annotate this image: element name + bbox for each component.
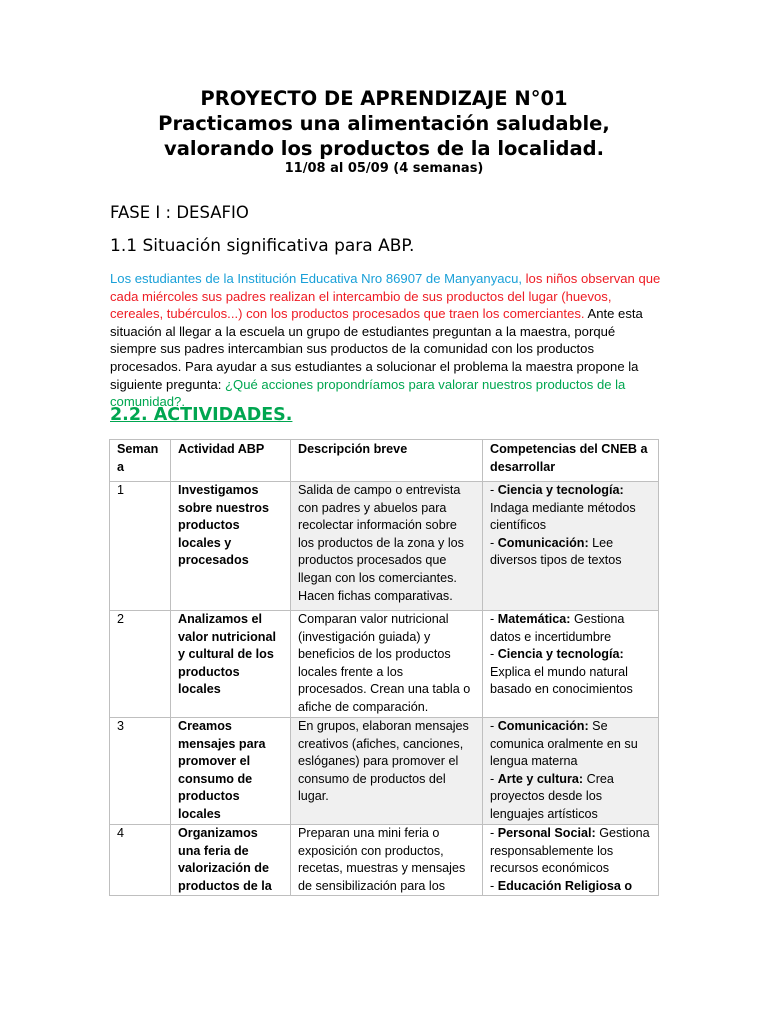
header-activity: Actividad ABP bbox=[171, 440, 291, 482]
header-description: Descripción breve bbox=[291, 440, 483, 482]
competency-text: Explica el mundo natural basado en conocimientos bbox=[490, 664, 633, 697]
competency-text: Indaga mediante métodos científicos bbox=[490, 500, 636, 533]
competency-item: - Educación Religiosa o bbox=[490, 878, 633, 893]
paragraph-question: ¿Qué acciones propondríamos para valorar nuestros productos de la comunidad?. bbox=[110, 376, 626, 410]
competency-item: - Comunicación: Se comunica oralmente en su lengua materna bbox=[490, 719, 638, 769]
competency-area: Personal Social: bbox=[497, 826, 596, 840]
description-cell: En grupos, elaboran mensajes creativos (afiches, canciones, eslóganes) para promover el consumo de productos del lugar. bbox=[291, 718, 483, 825]
competency-text: Gestiona datos e incertidumbre bbox=[490, 612, 625, 644]
competencies-cell bbox=[483, 718, 659, 825]
competency-area: Comunicación: bbox=[497, 535, 589, 550]
activity-cell: Organizamos una feria de valorización de productos de la bbox=[171, 825, 291, 896]
project-dates: 11/08 al 05/09 (4 semanas) bbox=[284, 161, 484, 176]
competency-item: - Ciencia y tecnología: Explica el mundo natural basado en conocimientos bbox=[490, 647, 633, 697]
description-cell: Comparan valor nutricional (investigación guiada) y beneficios de los productos locales frente a los procesados. Crean una tabla o afiche de comparación. bbox=[291, 611, 483, 718]
table-row bbox=[110, 611, 659, 718]
competencies-cell bbox=[483, 482, 659, 611]
activity-cell: Creamos mensajes para promover el consumo de productos locales bbox=[171, 718, 291, 825]
competency-item: - Comunicación: Lee diversos tipos de textos bbox=[490, 535, 622, 568]
situation-paragraph bbox=[110, 270, 662, 411]
header-week: Semana bbox=[110, 440, 171, 482]
week-cell: 2 bbox=[110, 611, 171, 718]
title-block bbox=[0, 86, 768, 177]
competency-area: Ciencia y tecnología: bbox=[497, 647, 624, 662]
competency-area: Arte y cultura: bbox=[497, 771, 584, 786]
week-cell: 4 bbox=[110, 825, 171, 896]
project-title: PROYECTO DE APRENDIZAJE N°01 bbox=[200, 87, 568, 110]
project-subtitle-line2: valorando los productos de la localidad. bbox=[164, 137, 604, 160]
table-row bbox=[110, 718, 659, 825]
competency-item: - Personal Social: Gestiona responsablemente los recursos económicos bbox=[490, 826, 650, 876]
competency-area: Educación Religiosa o bbox=[497, 878, 633, 893]
competencies-cell bbox=[483, 611, 659, 718]
week-cell: 3 bbox=[110, 718, 171, 825]
header-competencies: Competencias del CNEB a desarrollar bbox=[483, 440, 659, 482]
paragraph-blue-text: Los estudiantes de la Institución Educativa Nro 86907 de Manyanyacu, bbox=[110, 271, 522, 286]
competency-area: Comunicación: bbox=[497, 719, 589, 733]
table-header-row bbox=[110, 440, 659, 482]
project-subtitle-line1: Practicamos una alimentación saludable, bbox=[158, 112, 610, 135]
activities-table bbox=[109, 439, 659, 896]
description-cell: Salida de campo o entrevista con padres y abuelos para recolectar información sobre los productos de la zona y los productos procesados que llegan con los comerciantes. Hacen fichas comparativas. bbox=[291, 482, 483, 611]
phase-heading: FASE I : DESAFIO bbox=[110, 203, 249, 222]
competency-text: Se comunica oralmente en su lengua materna bbox=[490, 719, 638, 769]
table-row bbox=[110, 825, 659, 896]
activities-heading: 2.2. ACTIVIDADES. bbox=[110, 405, 293, 425]
description-cell: Preparan una mini feria o exposición con productos, recetas, muestras y mensajes de sensibilización para los bbox=[291, 825, 483, 896]
table-row bbox=[110, 482, 659, 611]
competencies-cell bbox=[483, 825, 659, 896]
competency-text: Lee diversos tipos de textos bbox=[490, 535, 622, 568]
competency-area: Ciencia y tecnología: bbox=[497, 483, 624, 497]
competency-text: Crea proyectos desde los lenguajes artísticos bbox=[490, 771, 614, 821]
activity-cell: Investigamos sobre nuestros productos locales y procesados bbox=[171, 482, 291, 611]
competency-item: - Ciencia y tecnología: Indaga mediante métodos científicos bbox=[490, 483, 636, 533]
paragraph-red-text: los niños observan que cada miércoles sus padres realizan el intercambio de sus productos del lugar (huevos, cereales, tubérculos...) con los productos procesados que traen los comerciantes. bbox=[110, 271, 661, 322]
activity-cell: Analizamos el valor nutricional y cultural de los productos locales bbox=[171, 611, 291, 718]
situation-heading: 1.1 Situación significativa para ABP. bbox=[110, 236, 415, 256]
competency-area: Matemática: bbox=[497, 612, 571, 626]
competency-item: - Arte y cultura: Crea proyectos desde los lenguajes artísticos bbox=[490, 771, 614, 821]
paragraph-black-text: Ante esta situación al llegar a la escuela un grupo de estudiantes preguntan a la maestra, porqué siempre sus padres intercambian sus productos de la comunidad con los productos procesados. Para ayudar a sus estudiantes a solucionar el problema la maestra propone la siguiente pregunta: bbox=[110, 306, 643, 392]
week-cell: 1 bbox=[110, 482, 171, 611]
competency-text: Gestiona responsablemente los recursos económicos bbox=[490, 826, 650, 876]
competency-item: - Matemática: Gestiona datos e incertidumbre bbox=[490, 612, 625, 644]
